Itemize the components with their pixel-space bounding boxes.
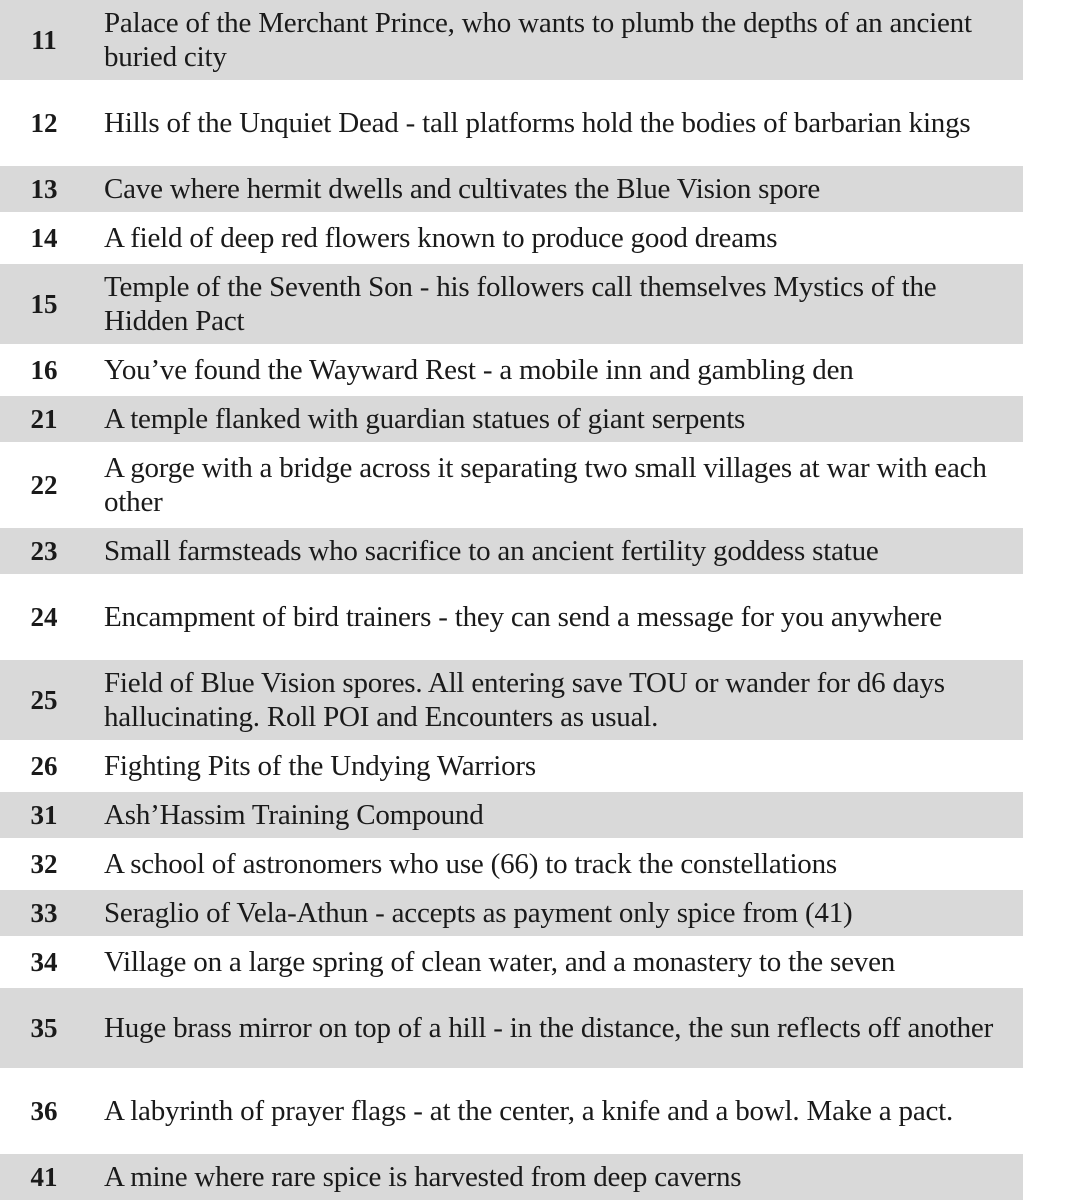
roll-number: 15 [30,288,58,319]
table-row [0,396,1023,445]
roll-number: 36 [30,1095,58,1126]
row-description: Cave where hermit dwells and cultivates the Blue Vision spore [104,173,820,205]
row-description: Small farmsteads who sacrifice to an ancient fertility goddess statue [104,535,879,567]
table-row [0,166,1023,215]
row-description: You’ve found the Wayward Rest - a mobile inn and gambling den [104,354,854,386]
row-description: Fighting Pits of the Undying Warriors [104,750,536,782]
roll-number: 22 [30,469,58,500]
row-description: A mine where rare spice is harvested from deep caverns [104,1161,742,1193]
roll-number: 14 [30,222,58,253]
row-description: Palace of the Merchant Prince, who wants to plumb the depths of an ancient buried city [104,7,972,73]
roll-number: 16 [30,354,58,385]
table-row [0,347,1023,396]
roll-number: 13 [30,173,58,204]
table-row [0,660,1023,743]
roll-number: 23 [30,535,58,566]
row-description: Village on a large spring of clean water, and a monastery to the seven [104,946,896,978]
roll-number: 26 [30,750,58,781]
table-row [0,939,1023,988]
table-row [0,577,1023,660]
table-row [0,264,1023,347]
roll-number: 35 [30,1012,58,1043]
table-row [0,215,1023,264]
roll-number: 21 [30,403,58,434]
row-description: Seraglio of Vela-Athun - accepts as payment only spice from (41) [104,897,853,929]
roll-number: 41 [30,1161,58,1192]
table-row [0,841,1023,890]
row-description: Huge brass mirror on top of a hill - in the distance, the sun reflects off another [104,1012,994,1044]
row-description: Encampment of bird trainers - they can send a message for you anywhere [104,601,942,633]
roll-number: 32 [30,848,58,879]
row-description: Hills of the Unquiet Dead - tall platforms hold the bodies of barbarian kings [104,107,971,139]
roll-number: 24 [30,601,58,632]
roll-number: 11 [31,24,57,55]
roll-number: 34 [30,946,58,977]
table-row [0,890,1023,939]
table-row [0,528,1023,577]
roll-number: 33 [30,897,58,928]
table-row [0,743,1023,792]
row-description: A temple flanked with guardian statues of giant serpents [104,403,746,435]
table-row [0,988,1023,1071]
table-row [0,1154,1023,1203]
row-description: Temple of the Seventh Son - his followers call themselves Mystics of the Hidden Pact [104,271,937,337]
table-row [0,83,1023,166]
table-row [0,792,1023,841]
table-row [0,445,1023,528]
roll-number: 25 [30,684,58,715]
row-description: Ash’Hassim Training Compound [104,799,484,831]
roll-number: 31 [30,799,58,830]
table-row [0,1071,1023,1154]
row-description: A gorge with a bridge across it separating two small villages at war with each other [104,452,987,518]
row-description: A labyrinth of prayer flags - at the center, a knife and a bowl. Make a pact. [104,1095,954,1127]
row-description: Field of Blue Vision spores. All entering save TOU or wander for d6 days hallucinating. Roll POI and Encounters as usual. [104,667,945,733]
roll-number: 12 [30,107,58,138]
row-description: A school of astronomers who use (66) to track the constellations [104,848,837,880]
table-row [0,0,1023,83]
row-description: A field of deep red flowers known to produce good dreams [104,222,778,254]
